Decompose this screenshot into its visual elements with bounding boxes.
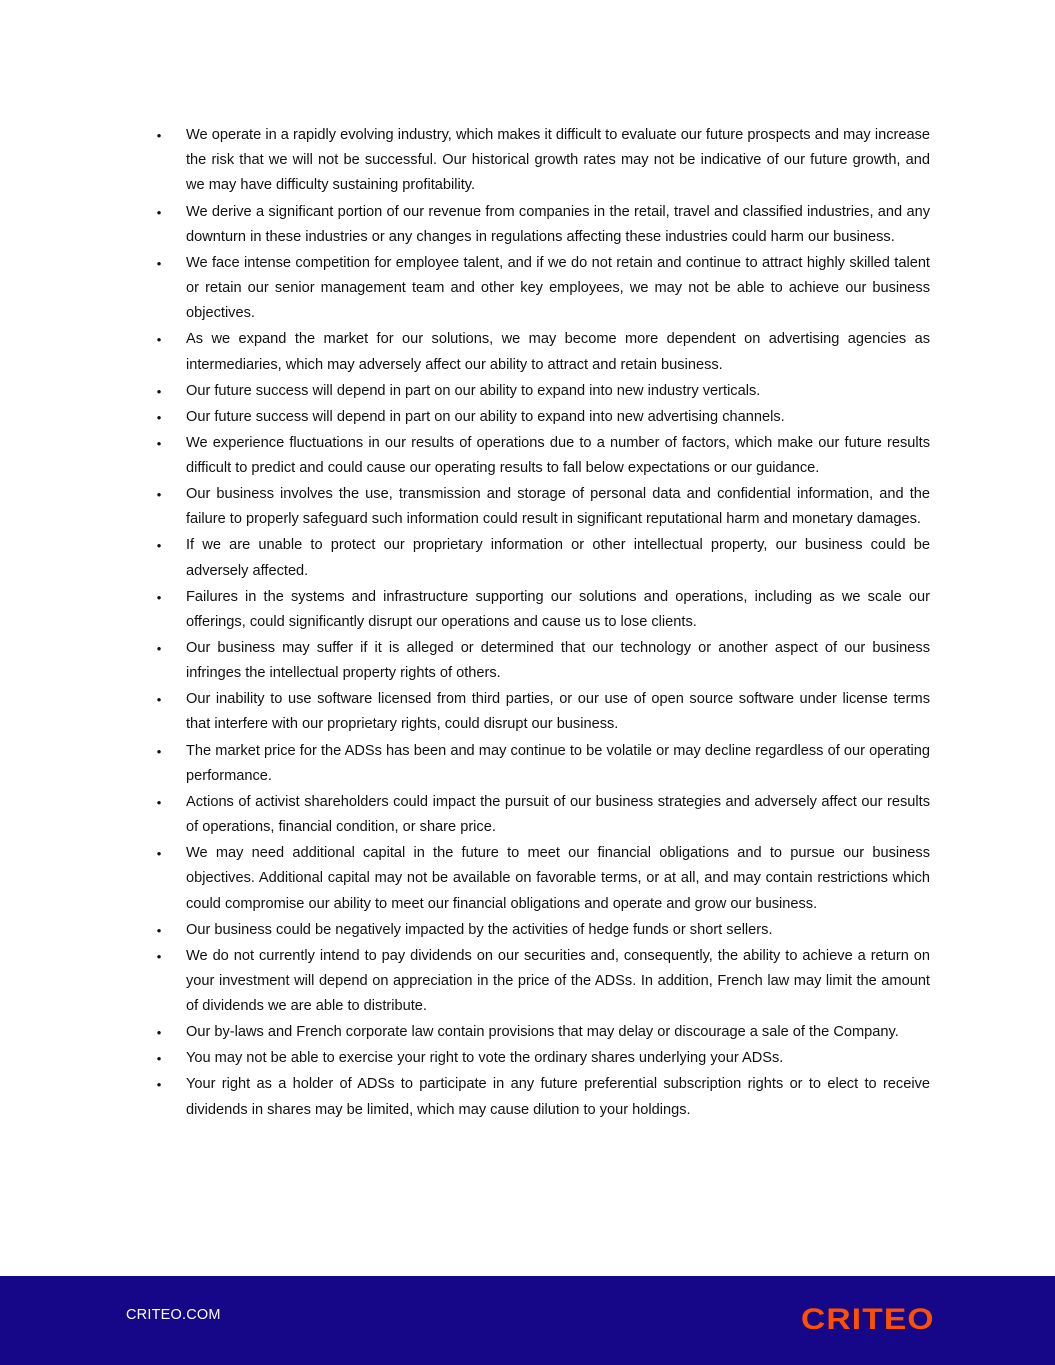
list-item [155, 1020, 930, 1045]
list-item-text: The market price for the ADSs has been and may continue to be volatile or may decline regardless of our operating performance. [186, 742, 930, 784]
bullet-icon: • [156, 255, 162, 271]
bullet-icon: • [156, 1051, 162, 1067]
list-item-text: We face intense competition for employee talent, and if we do not retain and continue to attract highly skilled talent or retain our senior management team and other key employees, we may not be able to achieve our business objectives. [186, 254, 930, 322]
list-item [155, 405, 930, 430]
list-item-text: Our inability to use software licensed from third parties, or our use of open source software under license terms that interfere with our proprietary rights, could disrupt our business. [186, 691, 930, 733]
list-item [155, 585, 930, 635]
website-link[interactable]: CRITEO.COM [126, 1307, 221, 1323]
list-item [155, 687, 930, 737]
bullet-icon: • [156, 692, 162, 708]
list-item-text: Our future success will depend in part on our ability to expand into new industry verticals. [186, 382, 761, 399]
bullet-icon: • [156, 435, 162, 451]
list-item [155, 918, 930, 943]
list-item-text: Our future success will depend in part on our ability to expand into new advertising channels. [186, 408, 785, 425]
bullet-icon: • [156, 948, 162, 964]
logo-wordmark: CRITEO [801, 1303, 935, 1336]
list-item-text: We experience fluctuations in our results of operations due to a number of factors, which make our future results difficult to predict and could cause our operating results to fall below expectations or our guidance. [186, 434, 930, 476]
bullet-icon: • [156, 589, 162, 605]
risk-factor-list [155, 123, 930, 1124]
bullet-icon: • [156, 1077, 162, 1093]
list-item-text: Our business could be negatively impacted by the activities of hedge funds or short sellers. [186, 921, 773, 938]
list-item-text: We do not currently intend to pay dividends on our securities and, consequently, the ability to achieve a return on your investment will depend on appreciation in the price of the ADSs. In addition, French law may limit the amount of dividends we are able to distribute. [186, 947, 930, 1015]
list-item [155, 1046, 930, 1071]
bullet-icon: • [156, 204, 162, 220]
bullet-icon: • [156, 640, 162, 656]
list-item-text: Actions of activist shareholders could impact the pursuit of our business strategies and adversely affect our results of operations, financial condition, or share price. [186, 793, 930, 836]
list-item [155, 790, 930, 840]
list-item [155, 482, 930, 532]
bullet-icon: • [156, 128, 162, 143]
bullet-icon: • [156, 332, 162, 348]
bullet-icon: • [156, 538, 162, 554]
bullet-icon: • [156, 487, 162, 503]
list-item-text: Failures in the systems and infrastructure supporting our solutions and operations, including as we scale our offerings, could significantly disrupt our operations and cause us to lose clients. [186, 588, 930, 630]
list-item [155, 636, 930, 686]
list-item [155, 1072, 930, 1122]
bullet-icon: • [156, 846, 162, 862]
list-item-text: Our business involves the use, transmission and storage of personal data and confidential information, and the failure to properly safeguard such information could result in significant reputational harm and monetary damages. [186, 486, 930, 528]
list-item-text: Your right as a holder of ADSs to participate in any future preferential subscription rights or to elect to receive dividends in shares may be limited, which may cause dilution to your holdings. [186, 1076, 930, 1118]
list-item-text: As we expand the market for our solutions, we may become more dependent on advertising agencies as intermediaries, which may adversely affect our ability to attract and retain business. [186, 331, 930, 373]
bullet-icon: • [156, 922, 162, 938]
list-item-text: We may need additional capital in the future to meet our financial obligations and to pursue our business objectives. Additional capital may not be available on favorable terms, or at all, and may contain restrictions which could compromise our ability to meet our financial obligations and operate and grow our business. [186, 845, 930, 912]
list-item [155, 327, 930, 377]
list-item-text: Our by-laws and French corporate law contain provisions that may delay or discourage a sale of the Company. [186, 1024, 899, 1041]
list-item [155, 251, 930, 327]
list-item-text: If we are unable to protect our proprietary information or other intellectual property, our business could be adversely affected. [186, 537, 930, 579]
list-item [155, 533, 930, 583]
list-item [155, 944, 930, 1020]
list-item-text: You may not be able to exercise your right to vote the ordinary shares underlying your ADSs. [186, 1050, 784, 1067]
bullet-icon: • [156, 383, 162, 399]
list-item [155, 200, 930, 250]
list-item-text: We operate in a rapidly evolving industry, which makes it difficult to evaluate our future prospects and may increase the risk that we will not be successful. Our historical growth rates may not be indicative of our future growth, and we may have difficulty sustaining profitability. [186, 127, 930, 194]
list-item [155, 379, 930, 404]
list-item [155, 431, 930, 481]
bullet-icon: • [156, 794, 162, 810]
list-item-text: Our business may suffer if it is alleged or determined that our technology or another aspect of our business infringes the intellectual property rights of others. [186, 639, 930, 682]
list-item-text: We derive a significant portion of our revenue from companies in the retail, travel and classified industries, and any downturn in these industries or any changes in regulations affecting these industries could harm our business. [186, 203, 930, 245]
list-item [155, 123, 930, 199]
page-footer [0, 1276, 1055, 1365]
criteo-logo [801, 1303, 935, 1336]
list-item [155, 739, 930, 789]
bullet-icon: • [156, 409, 162, 425]
list-item [155, 841, 930, 917]
bullet-icon: • [156, 743, 162, 759]
bullet-icon: • [156, 1025, 162, 1041]
